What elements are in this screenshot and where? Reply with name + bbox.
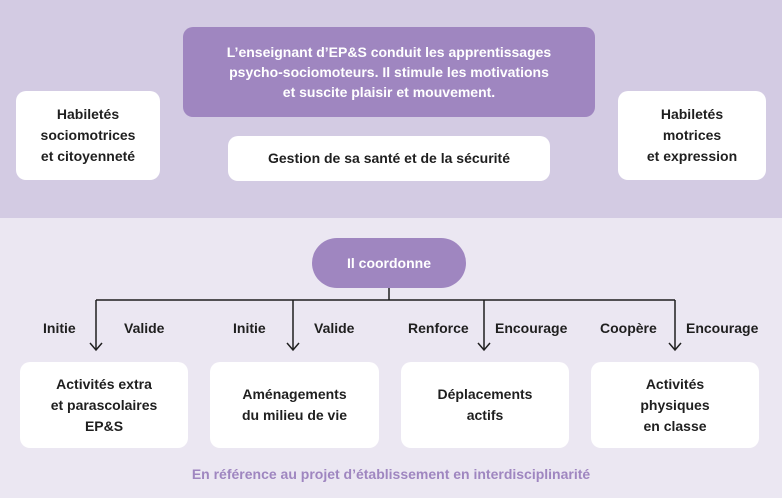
main-statement-text: L’enseignant d’EP&S conduit les apprentissages psycho-sociomoteurs. Il stimule les motivations et suscite plaisir et mouvement.	[226, 44, 552, 100]
activity-box-3-text: Déplacements actifs	[437, 386, 533, 423]
branch-3-right-label: Encourage	[495, 320, 568, 336]
activity-box-4-text: Activités physiques en classe	[640, 375, 710, 434]
branch-1-left-label: Initie	[43, 320, 76, 336]
branch-4-left-label: Coopère	[600, 320, 657, 336]
activity-box-4	[591, 362, 759, 448]
activity-box-1	[20, 362, 188, 448]
left-skill-text: Habiletés sociomotrices et citoyenneté	[40, 106, 136, 164]
branch-1-right-label: Valide	[124, 320, 165, 336]
branch-3-left-label: Renforce	[408, 320, 469, 336]
footer-reference: En référence au projet d’établissement en interdisciplinarité	[191, 466, 591, 482]
activity-box-2	[210, 362, 379, 448]
coordinator-text: Il coordonne	[347, 255, 431, 271]
branch-2-left-label: Initie	[233, 320, 266, 336]
activity-box-2-text: Aménagements du milieu de vie	[241, 386, 348, 423]
right-skill-text: Habiletés motrices et expression	[646, 106, 738, 164]
branch-4-right-label: Encourage	[686, 320, 759, 336]
center-health-text: Gestion de sa santé et de la sécurité	[268, 150, 510, 166]
branch-2-right-label: Valide	[314, 320, 355, 336]
activity-box-3	[401, 362, 569, 448]
activity-box-1-text: Activités extra et parascolaires EP&S	[50, 375, 158, 434]
